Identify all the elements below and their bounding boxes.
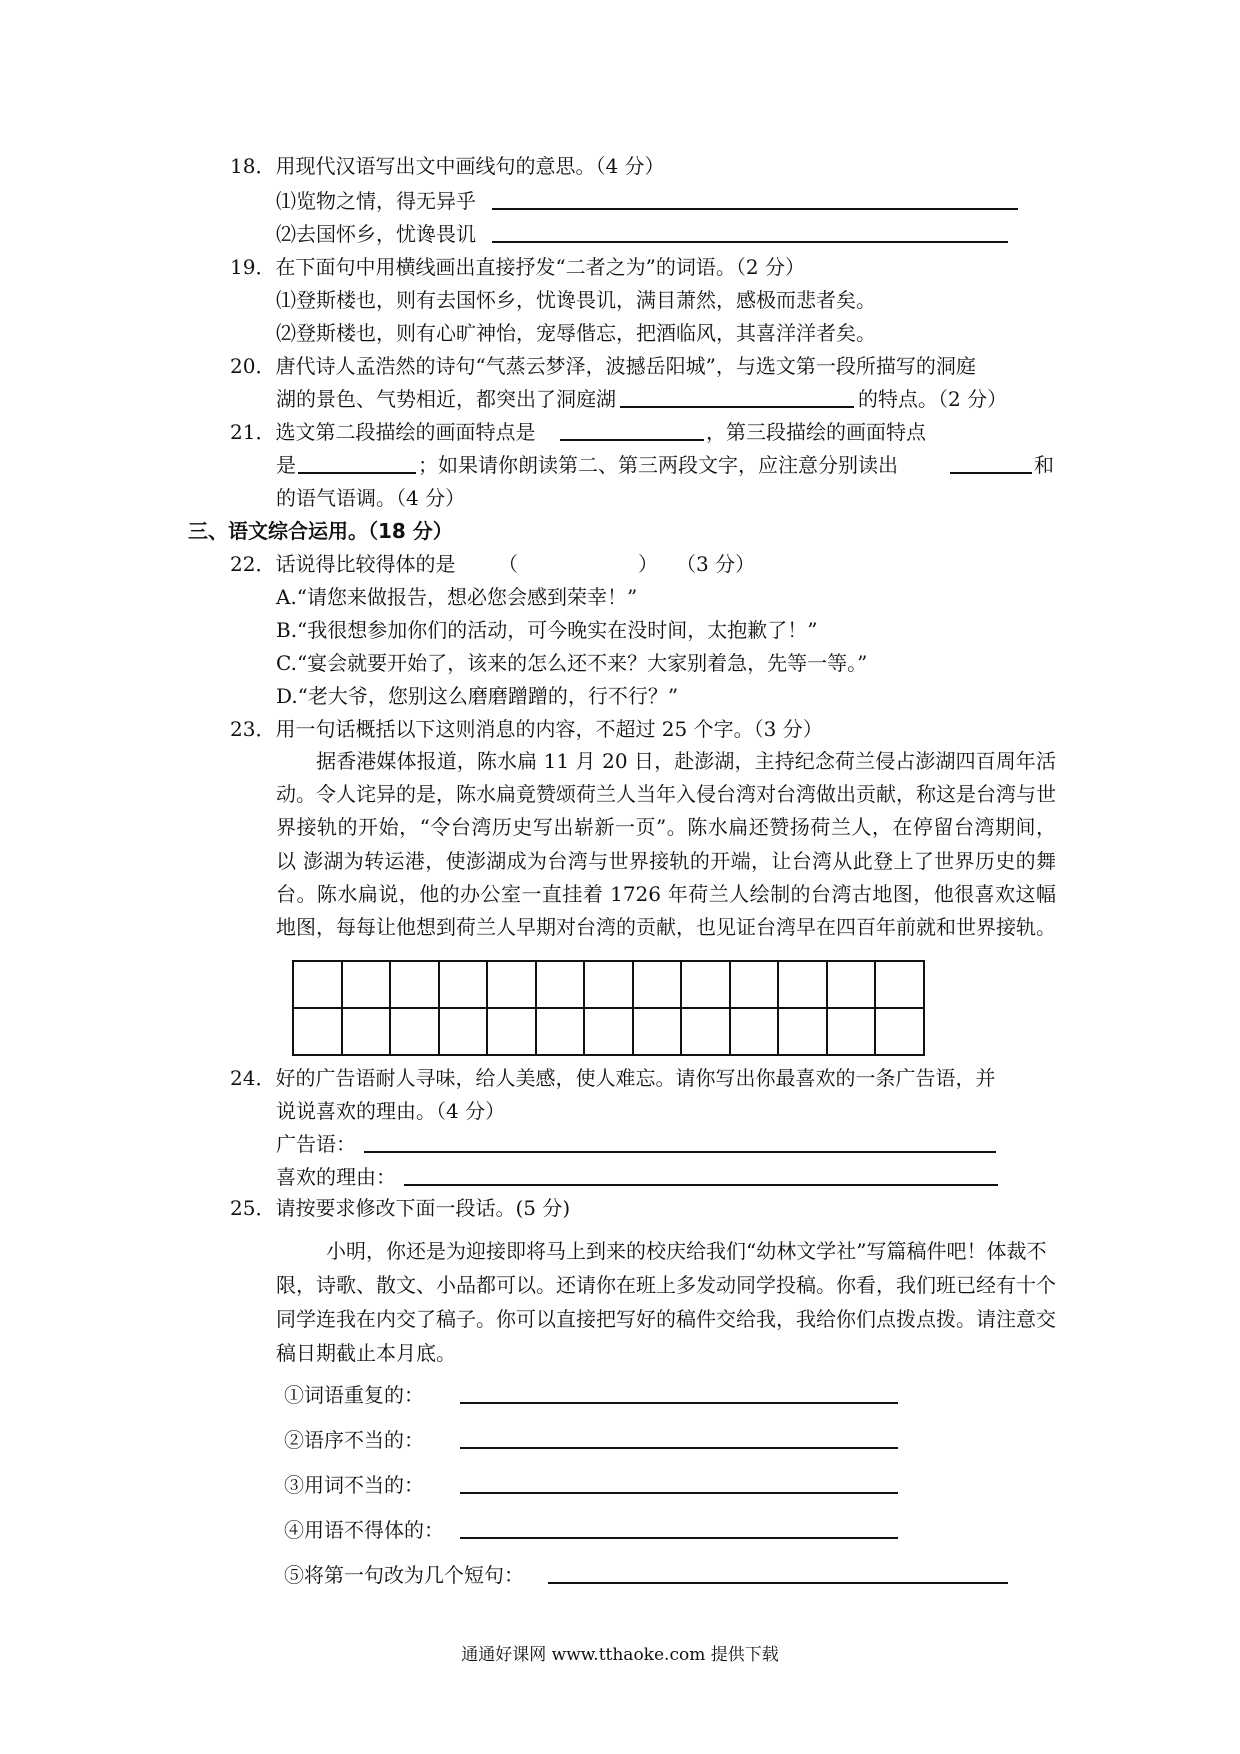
q20-answer-line[interactable]: [620, 406, 854, 408]
q24-line-1: 24．好的广告语耐人寻味，给人美感，使人难忘。请你写出你最喜欢的一条广告语，并: [230, 1066, 996, 1090]
grid-cell[interactable]: [633, 961, 682, 1008]
q19-item-2: ⑵登斯楼也，则有心旷神怡，宠辱偕忘，把酒临风，其喜洋洋者矣。: [276, 321, 876, 345]
q21-line-1a: 21．选文第二段描绘的画面特点是: [230, 420, 536, 444]
section-3-heading: 三、语文综合运用。（18 分）: [188, 519, 453, 543]
q18-item-1: ⑴览物之情，得无异乎: [276, 189, 476, 213]
q25-item-4-line[interactable]: [460, 1537, 898, 1539]
q18-answer-line-2[interactable]: [492, 241, 1008, 243]
q21-line-2a: 是: [276, 453, 296, 477]
grid-cell[interactable]: [439, 961, 488, 1008]
grid-cell[interactable]: [342, 1008, 391, 1055]
q25-passage: [276, 1234, 1056, 1370]
q21-line-1b: ，第三段描绘的画面特点: [706, 420, 926, 444]
q21-line-3: 的语气语调。（4 分）: [276, 486, 466, 510]
grid-cell[interactable]: [681, 1008, 730, 1055]
q21-line-2b: ；如果请你朗读第二、第三两段文字，应注意分别读出: [418, 453, 898, 477]
q20-line-2b: 的特点。（2 分）: [858, 387, 1008, 411]
q24-reason-label: 喜欢的理由：: [276, 1165, 396, 1189]
grid-cell[interactable]: [487, 1008, 536, 1055]
grid-cell[interactable]: [875, 961, 924, 1008]
q25-item-1-label: ①词语重复的：: [284, 1383, 424, 1407]
grid-row: [293, 961, 924, 1008]
grid-cell[interactable]: [293, 961, 342, 1008]
q25-stem: 25．请按要求修改下面一段话。(5 分): [230, 1196, 571, 1220]
q18-item-2: ⑵去国怀乡，忧谗畏讥: [276, 222, 476, 246]
q22-answer-paren[interactable]: （ ）: [498, 552, 658, 576]
grid-cell[interactable]: [390, 961, 439, 1008]
q18-stem: 18．用现代汉语写出文中画线句的意思。（4 分）: [230, 154, 665, 178]
grid-cell[interactable]: [487, 961, 536, 1008]
q19-item-1: ⑴登斯楼也，则有去国怀乡，忧谗畏讥，满目萧然，感极而悲者矣。: [276, 288, 876, 312]
grid-cell[interactable]: [584, 1008, 633, 1055]
q23-passage-text: 据香港媒体报道，陈水扁 11 月 20 日，赴澎湖，主持纪念荷兰侵占澎湖四百周年活动。令人诧异的是，陈水扁竟赞颂荷兰人当年入侵台湾对台湾做出贡献，称这是台湾与世界接轨的开始，“令台湾历史写出崭新一页”。陈水扁还赞扬荷兰人，在停留台湾期间，以 澎湖为转运港，使澎湖成为台湾与世界接轨的开端，让台湾从此登上了世界历史的舞台。陈水扁说，他的办公室一直挂着 1726 年荷兰人绘制的台湾古地图，他很喜欢这幅地图，每每让他想到荷兰人早期对台湾的贡献，也见证台湾早在四百年前就和世界接轨。: [276, 749, 1056, 940]
grid-cell[interactable]: [536, 961, 585, 1008]
grid-row: [293, 1008, 924, 1055]
q21-answer-line-1[interactable]: [560, 439, 704, 441]
grid-cell[interactable]: [827, 961, 876, 1008]
q25-item-4-label: ④用语不得体的：: [284, 1518, 444, 1542]
q25-item-3-label: ③用词不当的：: [284, 1473, 424, 1497]
grid-cell[interactable]: [439, 1008, 488, 1055]
grid-cell[interactable]: [342, 961, 391, 1008]
q24-slogan-line[interactable]: [364, 1151, 996, 1153]
q21-answer-line-2[interactable]: [298, 472, 416, 474]
q25-item-2-label: ②语序不当的：: [284, 1428, 424, 1452]
q25-item-2-line[interactable]: [460, 1447, 898, 1449]
q21-line-2c: 和: [1034, 453, 1054, 477]
q25-item-1-line[interactable]: [460, 1402, 898, 1404]
grid-cell[interactable]: [681, 961, 730, 1008]
q20-line-1: 20．唐代诗人孟浩然的诗句“气蒸云梦泽，波撼岳阳城”，与选文第一段所描写的洞庭: [230, 354, 976, 378]
q19-stem: 19．在下面句中用横线画出直接抒发“二者之为”的词语。（2 分）: [230, 255, 805, 279]
q21-answer-line-3[interactable]: [950, 472, 1032, 474]
grid-cell[interactable]: [536, 1008, 585, 1055]
grid-cell[interactable]: [730, 1008, 779, 1055]
q20-line-2a: 湖的景色、气势相近，都突出了洞庭湖: [276, 387, 616, 411]
q18-answer-line-1[interactable]: [492, 208, 1018, 210]
grid-cell[interactable]: [390, 1008, 439, 1055]
grid-cell[interactable]: [293, 1008, 342, 1055]
grid-cell[interactable]: [778, 961, 827, 1008]
grid-cell[interactable]: [633, 1008, 682, 1055]
grid-cell[interactable]: [778, 1008, 827, 1055]
q22-stem: 22．话说得比较得体的是: [230, 552, 456, 576]
q25-item-3-line[interactable]: [460, 1492, 898, 1494]
q23-answer-grid[interactable]: [292, 960, 925, 1056]
q25-item-5-line[interactable]: [548, 1582, 1008, 1584]
q25-item-5-label: ⑤将第一句改为几个短句：: [284, 1563, 524, 1587]
q24-line-2: 说说喜欢的理由。（4 分）: [276, 1099, 506, 1123]
grid-cell[interactable]: [730, 961, 779, 1008]
q24-slogan-label: 广告语：: [276, 1132, 356, 1156]
grid-cell[interactable]: [584, 961, 633, 1008]
page-footer: 通通好课网 www.tthaoke.com 提供下载: [461, 1645, 779, 1665]
q22-option-d: D.“老大爷，您别这么磨磨蹭蹭的，行不行？”: [276, 684, 679, 708]
q22-points: （3 分）: [676, 552, 756, 576]
q22-option-a: A.“请您来做报告，想必您会感到荣幸！”: [276, 585, 638, 609]
grid-cell[interactable]: [827, 1008, 876, 1055]
q23-stem: 23．用一句话概括以下这则消息的内容，不超过 25 个字。（3 分）: [230, 717, 823, 741]
q23-passage: [276, 745, 1056, 944]
q24-reason-line[interactable]: [404, 1184, 998, 1186]
grid-cell[interactable]: [875, 1008, 924, 1055]
q25-passage-text: 小明，你还是为迎接即将马上到来的校庆给我们“幼林文学社”写篇稿件吧！体裁不限，诗歌、散文、小品都可以。还请你在班上多发动同学投稿。你看，我们班已经有十个同学连我在内交了稿子。你可以直接把写好的稿件交给我，我给你们点拨点拨。请注意交稿日期截止本月底。: [276, 1239, 1056, 1365]
q22-option-c: C.“宴会就要开始了，该来的怎么还不来？大家别着急，先等一等。”: [276, 651, 868, 675]
q22-option-b: B.“我很想参加你们的活动，可今晚实在没时间，太抱歉了！”: [276, 618, 818, 642]
